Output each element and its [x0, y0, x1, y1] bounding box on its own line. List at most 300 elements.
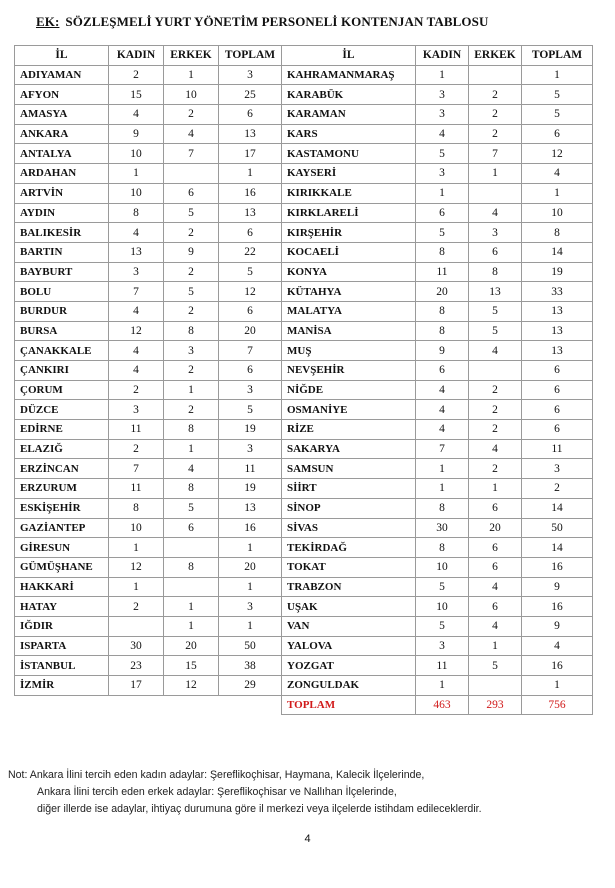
province-name: BURSA — [15, 321, 109, 341]
footnote — [8, 767, 482, 818]
table-row — [15, 518, 593, 538]
table-row — [15, 262, 593, 282]
province-name: KÜTAHYA — [282, 282, 416, 302]
toplam-count: 13 — [219, 203, 282, 223]
toplam-count: 11 — [219, 459, 282, 479]
kadin-count: 8 — [416, 321, 469, 341]
toplam-count: 16 — [522, 557, 593, 577]
province-name: OSMANİYE — [282, 400, 416, 420]
toplam-count: 22 — [219, 242, 282, 262]
kadin-count: 5 — [416, 616, 469, 636]
toplam-count: 6 — [522, 380, 593, 400]
province-name: SİVAS — [282, 518, 416, 538]
kadin-count: 13 — [109, 242, 164, 262]
kadin-count: 4 — [109, 361, 164, 381]
table-row — [15, 656, 593, 676]
province-name: NİĞDE — [282, 380, 416, 400]
table-row — [15, 65, 593, 85]
province-name: SİİRT — [282, 479, 416, 499]
total-row — [15, 695, 593, 715]
total-erkek: 293 — [469, 695, 522, 715]
province-name: MALATYA — [282, 301, 416, 321]
province-name: UŞAK — [282, 597, 416, 617]
toplam-count: 38 — [219, 656, 282, 676]
erkek-count — [164, 577, 219, 597]
erkek-count: 4 — [469, 577, 522, 597]
kadin-count: 10 — [416, 597, 469, 617]
kadin-count: 8 — [416, 301, 469, 321]
erkek-count: 2 — [469, 459, 522, 479]
toplam-count: 12 — [522, 144, 593, 164]
kadin-count: 12 — [109, 321, 164, 341]
erkek-count: 2 — [469, 85, 522, 105]
erkek-count: 1 — [469, 164, 522, 184]
total-row-spacer — [15, 695, 282, 715]
table-row — [15, 676, 593, 696]
table-row — [15, 557, 593, 577]
header-erkek-right: ERKEK — [469, 46, 522, 66]
toplam-count: 16 — [522, 656, 593, 676]
kadin-count: 7 — [109, 282, 164, 302]
toplam-count: 3 — [219, 439, 282, 459]
table-row — [15, 124, 593, 144]
province-name: NEVŞEHİR — [282, 361, 416, 381]
table-row — [15, 85, 593, 105]
toplam-count: 17 — [219, 144, 282, 164]
erkek-count: 5 — [469, 321, 522, 341]
erkek-count: 2 — [164, 262, 219, 282]
erkek-count: 5 — [164, 203, 219, 223]
province-name: ERZİNCAN — [15, 459, 109, 479]
kadin-count: 4 — [416, 124, 469, 144]
document-title — [36, 14, 488, 30]
toplam-count: 6 — [219, 361, 282, 381]
kadin-count: 4 — [416, 420, 469, 440]
table-row — [15, 183, 593, 203]
toplam-count: 5 — [219, 400, 282, 420]
kadin-count: 1 — [109, 164, 164, 184]
toplam-count: 6 — [522, 124, 593, 144]
toplam-count: 25 — [219, 85, 282, 105]
kadin-count: 3 — [109, 400, 164, 420]
kadin-count: 6 — [416, 203, 469, 223]
province-name: MANİSA — [282, 321, 416, 341]
province-name: KONYA — [282, 262, 416, 282]
province-name: DÜZCE — [15, 400, 109, 420]
erkek-count: 2 — [469, 124, 522, 144]
toplam-count: 16 — [219, 183, 282, 203]
table-row — [15, 341, 593, 361]
province-name: ADIYAMAN — [15, 65, 109, 85]
kadin-count: 4 — [109, 301, 164, 321]
erkek-count: 2 — [164, 400, 219, 420]
erkek-count: 6 — [469, 538, 522, 558]
province-name: KIRKLARELİ — [282, 203, 416, 223]
toplam-count: 7 — [219, 341, 282, 361]
page-number: 4 — [304, 833, 311, 845]
province-name: AFYON — [15, 85, 109, 105]
table-row — [15, 439, 593, 459]
toplam-count: 13 — [219, 498, 282, 518]
toplam-count: 10 — [522, 203, 593, 223]
erkek-count: 5 — [164, 498, 219, 518]
kadin-count: 1 — [416, 459, 469, 479]
toplam-count: 16 — [219, 518, 282, 538]
province-name: BOLU — [15, 282, 109, 302]
kadin-count: 7 — [416, 439, 469, 459]
province-name: KOCAELİ — [282, 242, 416, 262]
kadin-count: 1 — [109, 577, 164, 597]
erkek-count: 2 — [469, 400, 522, 420]
toplam-count: 6 — [219, 223, 282, 243]
erkek-count: 5 — [164, 282, 219, 302]
table-row — [15, 144, 593, 164]
kadin-count: 4 — [109, 223, 164, 243]
toplam-count: 14 — [522, 538, 593, 558]
kadin-count: 3 — [416, 164, 469, 184]
toplam-count: 29 — [219, 676, 282, 696]
erkek-count: 4 — [469, 439, 522, 459]
kadin-count: 11 — [109, 479, 164, 499]
kadin-count: 1 — [109, 538, 164, 558]
toplam-count: 1 — [219, 538, 282, 558]
erkek-count: 4 — [164, 459, 219, 479]
table-row — [15, 242, 593, 262]
erkek-count: 2 — [469, 420, 522, 440]
erkek-count: 2 — [469, 105, 522, 125]
kadin-count: 7 — [109, 459, 164, 479]
erkek-count: 2 — [164, 223, 219, 243]
erkek-count: 15 — [164, 656, 219, 676]
erkek-count: 20 — [469, 518, 522, 538]
toplam-count: 19 — [219, 420, 282, 440]
kadin-count: 11 — [109, 420, 164, 440]
province-name: KASTAMONU — [282, 144, 416, 164]
province-name: GAZİANTEP — [15, 518, 109, 538]
province-name: IĞDIR — [15, 616, 109, 636]
erkek-count: 6 — [164, 518, 219, 538]
erkek-count: 2 — [164, 301, 219, 321]
toplam-count: 16 — [522, 597, 593, 617]
kadin-count: 4 — [109, 105, 164, 125]
province-name: ZONGULDAK — [282, 676, 416, 696]
toplam-count: 14 — [522, 498, 593, 518]
kadin-count: 2 — [109, 65, 164, 85]
toplam-count: 11 — [522, 439, 593, 459]
province-name: ANKARA — [15, 124, 109, 144]
kadin-count: 4 — [109, 341, 164, 361]
province-name: YALOVA — [282, 636, 416, 656]
kadin-count: 11 — [416, 656, 469, 676]
erkek-count: 1 — [469, 636, 522, 656]
footnote-line-3: diğer illerde ise adaylar, ihtiyaç durumuna göre il merkezi veya ilçelerde istihdam edileceklerdir. — [37, 803, 482, 815]
erkek-count: 8 — [164, 479, 219, 499]
kadin-count: 8 — [416, 538, 469, 558]
toplam-count: 5 — [522, 105, 593, 125]
toplam-count: 1 — [522, 676, 593, 696]
province-name: KAYSERİ — [282, 164, 416, 184]
province-name: ESKİŞEHİR — [15, 498, 109, 518]
erkek-count: 8 — [469, 262, 522, 282]
kadin-count: 3 — [416, 636, 469, 656]
erkek-count: 12 — [164, 676, 219, 696]
kadin-count: 20 — [416, 282, 469, 302]
toplam-count: 6 — [219, 105, 282, 125]
kadin-count: 23 — [109, 656, 164, 676]
kadin-count: 8 — [416, 242, 469, 262]
province-name: ÇANAKKALE — [15, 341, 109, 361]
province-name: İSTANBUL — [15, 656, 109, 676]
toplam-count: 13 — [522, 321, 593, 341]
province-name: GÜMÜŞHANE — [15, 557, 109, 577]
table-row — [15, 597, 593, 617]
table-row — [15, 321, 593, 341]
kadin-count: 5 — [416, 223, 469, 243]
kadin-count: 4 — [416, 380, 469, 400]
toplam-count: 5 — [522, 85, 593, 105]
erkek-count: 6 — [164, 183, 219, 203]
table-row — [15, 459, 593, 479]
erkek-count: 1 — [164, 616, 219, 636]
erkek-count: 1 — [164, 380, 219, 400]
kadin-count: 10 — [109, 144, 164, 164]
erkek-count: 6 — [469, 597, 522, 617]
table-row — [15, 616, 593, 636]
quota-table — [14, 45, 593, 715]
toplam-count: 19 — [219, 479, 282, 499]
province-name: KARS — [282, 124, 416, 144]
table-row — [15, 636, 593, 656]
kadin-count: 10 — [109, 518, 164, 538]
table-row — [15, 420, 593, 440]
kadin-count: 12 — [109, 557, 164, 577]
toplam-count: 1 — [522, 183, 593, 203]
table-row — [15, 105, 593, 125]
table-row — [15, 301, 593, 321]
toplam-count: 14 — [522, 242, 593, 262]
province-name: YOZGAT — [282, 656, 416, 676]
table-row — [15, 223, 593, 243]
province-name: BURDUR — [15, 301, 109, 321]
toplam-count: 1 — [219, 577, 282, 597]
kadin-count: 9 — [416, 341, 469, 361]
header-il-left: İL — [15, 46, 109, 66]
province-name: EDİRNE — [15, 420, 109, 440]
province-name: AMASYA — [15, 105, 109, 125]
province-name: ÇORUM — [15, 380, 109, 400]
toplam-count: 4 — [522, 164, 593, 184]
province-name: MUŞ — [282, 341, 416, 361]
province-name: ARDAHAN — [15, 164, 109, 184]
toplam-count: 19 — [522, 262, 593, 282]
erkek-count — [469, 65, 522, 85]
table-row — [15, 400, 593, 420]
erkek-count: 4 — [469, 203, 522, 223]
erkek-count — [469, 361, 522, 381]
kadin-count: 30 — [416, 518, 469, 538]
kadin-count: 11 — [416, 262, 469, 282]
province-name: ERZURUM — [15, 479, 109, 499]
province-name: BARTIN — [15, 242, 109, 262]
toplam-count: 9 — [522, 616, 593, 636]
kadin-count: 2 — [109, 597, 164, 617]
province-name: TEKİRDAĞ — [282, 538, 416, 558]
province-name: ISPARTA — [15, 636, 109, 656]
kadin-count: 4 — [416, 400, 469, 420]
erkek-count: 1 — [469, 479, 522, 499]
kadin-count: 2 — [109, 380, 164, 400]
toplam-count: 6 — [522, 420, 593, 440]
erkek-count: 7 — [469, 144, 522, 164]
toplam-count: 6 — [522, 361, 593, 381]
erkek-count — [164, 538, 219, 558]
kadin-count: 3 — [416, 85, 469, 105]
kadin-count: 8 — [109, 498, 164, 518]
kadin-count: 15 — [109, 85, 164, 105]
province-name: BALIKESİR — [15, 223, 109, 243]
kadin-count: 3 — [109, 262, 164, 282]
total-kadin: 463 — [416, 695, 469, 715]
province-name: VAN — [282, 616, 416, 636]
erkek-count: 8 — [164, 557, 219, 577]
toplam-count: 50 — [219, 636, 282, 656]
kadin-count: 1 — [416, 479, 469, 499]
table-row — [15, 498, 593, 518]
erkek-count: 2 — [164, 361, 219, 381]
header-toplam-left: TOPLAM — [219, 46, 282, 66]
erkek-count: 1 — [164, 65, 219, 85]
footnote-line-2: Ankara İlini tercih eden erkek adaylar: Şereflikoçhisar ve Nallıhan İlçelerinde, — [37, 786, 397, 798]
kadin-count: 1 — [416, 676, 469, 696]
erkek-count: 20 — [164, 636, 219, 656]
toplam-count: 3 — [219, 380, 282, 400]
footnote-line-1: Not: Ankara İlini tercih eden kadın adaylar: Şereflikoçhisar, Haymana, Kalecik İlçelerinde, — [8, 769, 425, 781]
toplam-count: 4 — [522, 636, 593, 656]
kadin-count: 1 — [416, 65, 469, 85]
erkek-count: 13 — [469, 282, 522, 302]
province-name: RİZE — [282, 420, 416, 440]
kadin-count: 10 — [416, 557, 469, 577]
erkek-count: 6 — [469, 498, 522, 518]
toplam-count: 13 — [522, 341, 593, 361]
toplam-count: 3 — [522, 459, 593, 479]
province-name: KARABÜK — [282, 85, 416, 105]
erkek-count: 5 — [469, 656, 522, 676]
erkek-count: 3 — [164, 341, 219, 361]
province-name: KIRIKKALE — [282, 183, 416, 203]
kadin-count: 2 — [109, 439, 164, 459]
province-name: HATAY — [15, 597, 109, 617]
toplam-count: 6 — [522, 400, 593, 420]
kadin-count: 17 — [109, 676, 164, 696]
erkek-count — [164, 164, 219, 184]
erkek-count: 1 — [164, 439, 219, 459]
toplam-count: 3 — [219, 597, 282, 617]
header-il-right: İL — [282, 46, 416, 66]
kadin-count: 5 — [416, 577, 469, 597]
kadin-count: 10 — [109, 183, 164, 203]
kadin-count: 3 — [416, 105, 469, 125]
province-name: HAKKARİ — [15, 577, 109, 597]
province-name: TOKAT — [282, 557, 416, 577]
toplam-count: 33 — [522, 282, 593, 302]
erkek-count: 4 — [469, 616, 522, 636]
toplam-count: 13 — [522, 301, 593, 321]
toplam-count: 5 — [219, 262, 282, 282]
province-name: GİRESUN — [15, 538, 109, 558]
total-label: TOPLAM — [282, 695, 416, 715]
header-erkek-left: ERKEK — [164, 46, 219, 66]
province-name: ELAZIĞ — [15, 439, 109, 459]
province-name: SAMSUN — [282, 459, 416, 479]
toplam-count: 6 — [219, 301, 282, 321]
province-name: İZMİR — [15, 676, 109, 696]
toplam-count: 50 — [522, 518, 593, 538]
toplam-count: 8 — [522, 223, 593, 243]
kadin-count: 9 — [109, 124, 164, 144]
province-name: ARTVİN — [15, 183, 109, 203]
erkek-count: 2 — [164, 105, 219, 125]
province-name: KAHRAMANMARAŞ — [282, 65, 416, 85]
table-row — [15, 164, 593, 184]
erkek-count: 8 — [164, 420, 219, 440]
toplam-count: 20 — [219, 321, 282, 341]
province-name: TRABZON — [282, 577, 416, 597]
erkek-count — [469, 183, 522, 203]
kadin-count: 1 — [416, 183, 469, 203]
province-name: ANTALYA — [15, 144, 109, 164]
province-name: ÇANKIRI — [15, 361, 109, 381]
kadin-count: 30 — [109, 636, 164, 656]
erkek-count: 5 — [469, 301, 522, 321]
toplam-count: 3 — [219, 65, 282, 85]
table-row — [15, 577, 593, 597]
kadin-count: 5 — [416, 144, 469, 164]
erkek-count: 6 — [469, 557, 522, 577]
erkek-count: 9 — [164, 242, 219, 262]
header-kadin-right: KADIN — [416, 46, 469, 66]
table-row — [15, 380, 593, 400]
province-name: KARAMAN — [282, 105, 416, 125]
province-name: SAKARYA — [282, 439, 416, 459]
erkek-count — [469, 676, 522, 696]
total-toplam: 756 — [522, 695, 593, 715]
kadin-count: 8 — [416, 498, 469, 518]
toplam-count: 20 — [219, 557, 282, 577]
toplam-count: 12 — [219, 282, 282, 302]
table-row — [15, 203, 593, 223]
toplam-count: 9 — [522, 577, 593, 597]
erkek-count: 10 — [164, 85, 219, 105]
erkek-count: 4 — [469, 341, 522, 361]
kadin-count: 6 — [416, 361, 469, 381]
title-text: SÖZLEŞMELİ YURT YÖNETİM PERSONELİ KONTENJAN TABLOSU — [65, 14, 489, 29]
erkek-count: 6 — [469, 242, 522, 262]
toplam-count: 13 — [219, 124, 282, 144]
table-header-row — [15, 46, 593, 66]
erkek-count: 4 — [164, 124, 219, 144]
table-row — [15, 361, 593, 381]
province-name: AYDIN — [15, 203, 109, 223]
erkek-count: 1 — [164, 597, 219, 617]
table-row — [15, 282, 593, 302]
toplam-count: 1 — [219, 164, 282, 184]
kadin-count — [109, 616, 164, 636]
toplam-count: 2 — [522, 479, 593, 499]
erkek-count: 3 — [469, 223, 522, 243]
header-toplam-right: TOPLAM — [522, 46, 593, 66]
erkek-count: 8 — [164, 321, 219, 341]
